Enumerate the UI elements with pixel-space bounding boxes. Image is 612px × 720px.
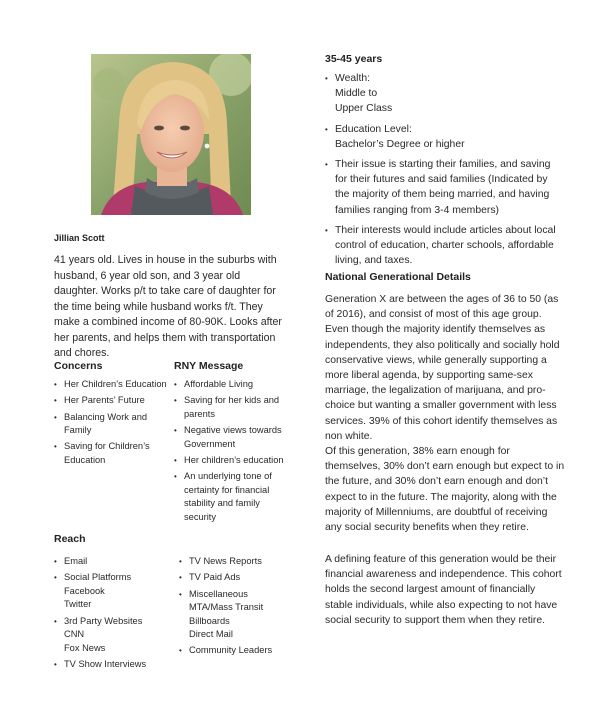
reach-item-line: CNN (64, 629, 85, 640)
profile-bio: 41 years old. Lives in house in the suburbs with husband, 6 year old son, and 3 year old daughter. Works p/t to take care of daughter for the time being while husband works f/t. They make a combined income of 80-90K. Looks after her parents, and helps them with transportation and chores. (54, 254, 282, 359)
national-paragraph-1: Generation X are between the ages of 36 to 50 (as of 2016), and consist of most of this age group. Even though the majority identify themselves as independents, they also politically and socially hold conservative views, while generally supporting a more liberal agenda, by supporting same-sex marriage, the legalization of marijuana, and pro-choice but wanting a smaller government with less services. 39% of this cohort identify themselves as non white. (325, 294, 560, 442)
reach-item-line: MTA/Mass Transit (189, 602, 264, 613)
age-group-list (325, 71, 575, 273)
rny-message-list (174, 378, 292, 527)
profile-name: Jillian Scott (54, 233, 105, 243)
age-group-item-line: Middle to (335, 88, 378, 100)
reach-item-line: • Community Leaders (189, 645, 273, 656)
rny-message-item-line: • Affordable Living (184, 379, 254, 389)
reach-list-right (179, 555, 297, 661)
age-group-item (325, 223, 575, 269)
national-heading: National Generational Details (325, 271, 471, 283)
age-group-heading: 35-45 years (325, 53, 383, 65)
rny-message-item-line: • Her children’s education (184, 454, 284, 465)
reach-item-line: Facebook (64, 585, 105, 596)
age-group-item-line: • Their interests would include articles about local (335, 224, 556, 236)
reach-item-line: • TV Show Interviews (64, 658, 147, 669)
age-group-item-line: living, and taxes. (335, 255, 413, 267)
concerns-heading: Concerns (54, 360, 103, 372)
rny-message-item (174, 424, 292, 451)
reach-item-line: • Email (64, 556, 88, 566)
rny-message-heading: RNY Message (174, 360, 244, 372)
rny-message-item-line: stability and family (184, 498, 260, 509)
rny-message-item-line: parents (184, 408, 216, 419)
rny-message-item-line: security (184, 511, 217, 522)
age-group-item-line: control of education, charter schools, affordable (335, 240, 554, 252)
age-group-item-line: • Education Level: (335, 123, 412, 135)
reach-item-line: • 3rd Party Websites (64, 615, 143, 626)
reach-list-left (54, 555, 172, 674)
age-group-item (325, 157, 575, 218)
rny-message-item-line: • An underlying tone of (184, 471, 272, 482)
reach-heading: Reach (54, 533, 86, 545)
rny-message-item (174, 378, 292, 392)
reach-item-line: • TV Paid Ads (189, 572, 241, 583)
age-group-item-line: • Their issue is starting their families, and saving (335, 159, 551, 171)
reach-item-line: Billboards (189, 615, 230, 626)
rny-message-item-line: • Saving for her kids and (184, 395, 280, 406)
profile-photo (91, 54, 251, 215)
reach-item (54, 658, 172, 672)
age-group-item-line: Upper Class (335, 103, 393, 115)
rny-message-item (174, 454, 292, 468)
concern-item-line: • Saving for Children’s (64, 441, 150, 452)
rny-message-item-line: • Negative views towards (184, 425, 282, 436)
concern-item-line: • Her Parents’ Future (64, 395, 145, 406)
concern-item-line: Education (64, 454, 106, 465)
reach-item-line: Twitter (64, 599, 92, 610)
reach-item-line: Fox News (64, 642, 106, 653)
concern-item (54, 378, 174, 392)
concern-item (54, 411, 174, 438)
age-group-item (325, 71, 575, 117)
age-group-item (325, 122, 575, 152)
reach-item (179, 555, 297, 569)
national-paragraph-2: Of this generation, 38% earn enough for themselves, 30% don’t earn enough but expect to in the future, and 30% don’t earn enough and don’t expect to in the future. The majority, along with the majority of Millenniums, are doubtful of receiving any social security benefits when they retire. (325, 446, 565, 534)
age-group-item-line: Bachelor’s Degree or higher (335, 138, 465, 150)
rny-message-item-line: certainty for financial (184, 484, 270, 495)
reach-item (179, 588, 297, 642)
age-group-item-line: families ranging from 3-4 members) (335, 204, 499, 216)
reach-item (54, 615, 172, 656)
reach-item-line: • Miscellaneous (189, 588, 248, 599)
concern-item-line: Family (64, 425, 92, 436)
reach-item (179, 644, 297, 658)
reach-item (54, 555, 172, 569)
national-paragraph-3: A defining feature of this generation would be their financial awareness and independence. This cohort holds the second largest amount of financially stable individuals, while also expecting to not have social security to support them when they retire. (325, 554, 562, 626)
concerns-list (54, 378, 174, 470)
reach-item-line: • Social Platforms (64, 572, 132, 583)
rny-message-item-line: Government (184, 438, 236, 449)
concern-item (54, 394, 174, 408)
rny-message-item (174, 394, 292, 421)
concern-item-line: • Balancing Work and (64, 411, 148, 422)
age-group-item-line: the majority of them being married, and having (335, 189, 550, 201)
age-group-item-line: • Wealth: (335, 73, 371, 84)
concern-item-line: • Her Children’s Education (64, 379, 167, 389)
concern-item (54, 440, 174, 467)
rny-message-item (174, 470, 292, 524)
reach-item-line: • TV News Reports (189, 556, 262, 566)
reach-item (179, 571, 297, 585)
reach-item-line: Direct Mail (189, 629, 233, 640)
reach-item (54, 571, 172, 612)
age-group-item-line: for their futures and said families (Indicated by (335, 174, 548, 186)
